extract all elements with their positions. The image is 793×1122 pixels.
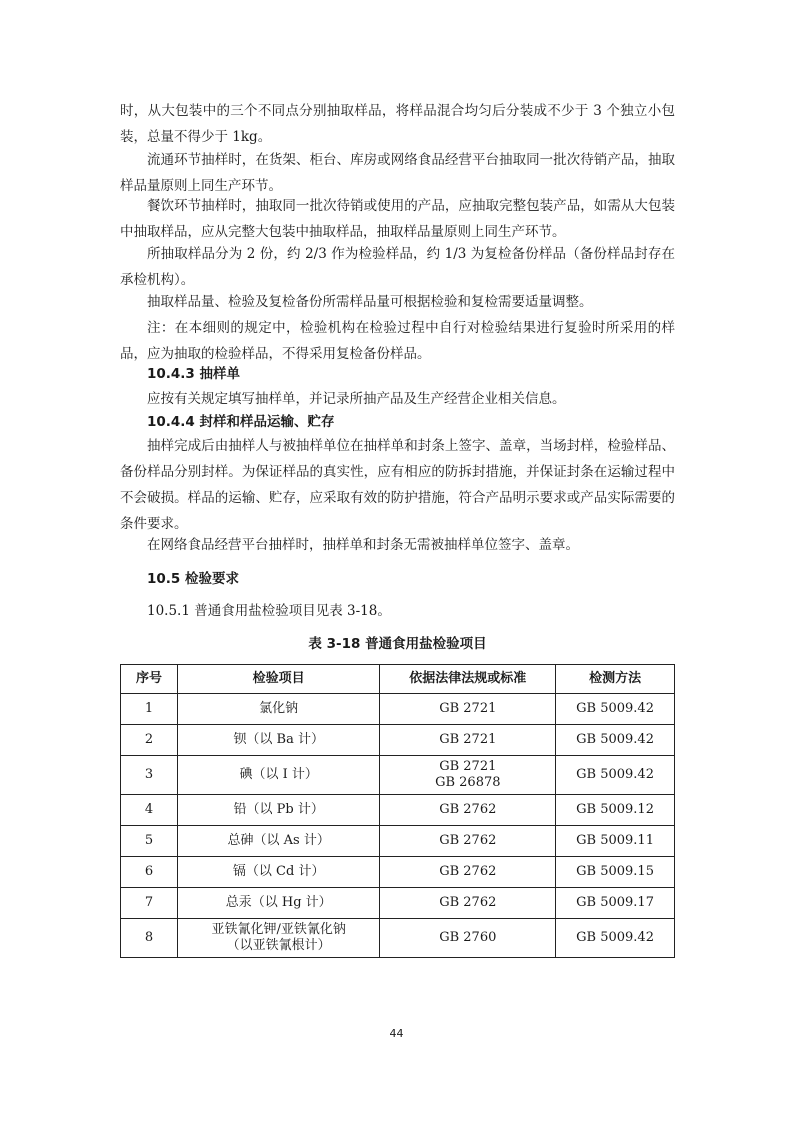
paragraph-note: 注：在本细则的规定中，检验机构在检验过程中自行对检验结果进行复验时所采用的样品，应为抽取的检验样品，不得采用复检备份样品。 [120, 320, 675, 362]
header-method: 检测方法 [556, 665, 675, 694]
cell-standard: GB 2760 [380, 919, 556, 958]
cell-standard-line1: GB 2721 [439, 759, 497, 774]
table-row [121, 919, 675, 958]
cell-item: 铅（以 Pb 计） [177, 795, 380, 826]
table-caption: 表 3-18 普通食用盐检验项目 [308, 636, 487, 652]
cell-method: GB 5009.15 [556, 857, 675, 888]
cell-standard: GB 2762 [380, 888, 556, 919]
cell-item: 总汞（以 Hg 计） [177, 888, 380, 919]
cell-no: 4 [121, 795, 178, 826]
cell-method: GB 5009.42 [556, 919, 675, 958]
cell-method: GB 5009.42 [556, 694, 675, 725]
cell-standard: GB 2762 [380, 826, 556, 857]
cell-item [177, 919, 380, 958]
table-row [121, 826, 675, 857]
cell-item: 钡（以 Ba 计） [177, 725, 380, 756]
cell-standard [380, 756, 556, 795]
section-heading-sealing-transport: 10.4.4 封样和样品运输、贮存 [147, 414, 335, 430]
paragraph-sample-split: 所抽取样品分为 2 份，约 2/3 作为检验样品，约 1/3 为复检备份样品（备份样品封存在承检机构）。 [120, 246, 675, 288]
cell-method: GB 5009.11 [556, 826, 675, 857]
cell-standard: GB 2721 [380, 725, 556, 756]
paragraph-sample-packing: 时，从大包装中的三个不同点分别抽取样品，将样品混合均匀后分装成不少于 3 个独立小包装，总量不得少于 1kg。 [120, 103, 675, 145]
cell-no: 6 [121, 857, 178, 888]
cell-method: GB 5009.17 [556, 888, 675, 919]
cell-method: GB 5009.12 [556, 795, 675, 826]
table-row [121, 857, 675, 888]
section-heading-sampling-form: 10.4.3 抽样单 [147, 366, 241, 382]
cell-no: 1 [121, 694, 178, 725]
table-header-row [121, 665, 675, 694]
cell-item: 镉（以 Cd 计） [177, 857, 380, 888]
cell-no: 3 [121, 756, 178, 795]
cell-method: GB 5009.42 [556, 725, 675, 756]
inspection-items-table [120, 664, 675, 958]
cell-item-line2: （以亚铁氰根计） [226, 938, 331, 953]
cell-no: 5 [121, 826, 178, 857]
paragraph-catering-sampling: 餐饮环节抽样时，抽取同一批次待销或使用的产品，应抽取完整包装产品，如需从大包装中抽取样品，应从完整大包装中抽取样品，抽取样品量原则上同生产环节。 [120, 198, 675, 240]
page-number: 44 [389, 1027, 404, 1040]
paragraph-circulation-sampling: 流通环节抽样时，在货架、柜台、库房或网络食品经营平台抽取同一批次待销产品，抽取样品量原则上同生产环节。 [120, 152, 675, 194]
cell-standard: GB 2762 [380, 795, 556, 826]
cell-item: 氯化钠 [177, 694, 380, 725]
cell-method: GB 5009.42 [556, 756, 675, 795]
section-heading-inspection-requirements: 10.5 检验要求 [147, 571, 240, 587]
header-no: 序号 [121, 665, 178, 694]
cell-standard: GB 2762 [380, 857, 556, 888]
cell-item-line1: 亚铁氰化钾/亚铁氰化钠 [211, 922, 346, 937]
cell-standard-line2: GB 26878 [435, 775, 501, 790]
paragraph-inspection-items-ref: 10.5.1 普通食用盐检验项目见表 3-18。 [147, 603, 391, 619]
paragraph-sampling-form: 应按有关规定填写抽样单，并记录所抽产品及生产经营企业相关信息。 [147, 391, 566, 407]
table-row [121, 795, 675, 826]
cell-standard: GB 2721 [380, 694, 556, 725]
table-row [121, 888, 675, 919]
paragraph-online-sampling: 在网络食品经营平台抽样时，抽样单和封条无需被抽样单位签字、盖章。 [147, 537, 579, 553]
table-row [121, 725, 675, 756]
paragraph-sealing-transport: 抽样完成后由抽样人与被抽样单位在抽样单和封条上签字、盖章，当场封样，检验样品、备份样品分别封样。为保证样品的真实性，应有相应的防拆封措施，并保证封条在运输过程中不会破损。样品的运输、贮存，应采取有效的防护措施，符合产品明示要求或产品实际需要的条件要求。 [120, 438, 675, 532]
header-item: 检验项目 [177, 665, 380, 694]
paragraph-sample-quantity: 抽取样品量、检验及复检备份所需样品量可根据检验和复检需要适量调整。 [147, 294, 593, 310]
cell-item: 总砷（以 As 计） [177, 826, 380, 857]
cell-no: 8 [121, 919, 178, 958]
header-standard: 依据法律法规或标准 [380, 665, 556, 694]
cell-no: 7 [121, 888, 178, 919]
table-row [121, 756, 675, 795]
cell-no: 2 [121, 725, 178, 756]
cell-item: 碘（以 I 计） [177, 756, 380, 795]
table-row [121, 694, 675, 725]
